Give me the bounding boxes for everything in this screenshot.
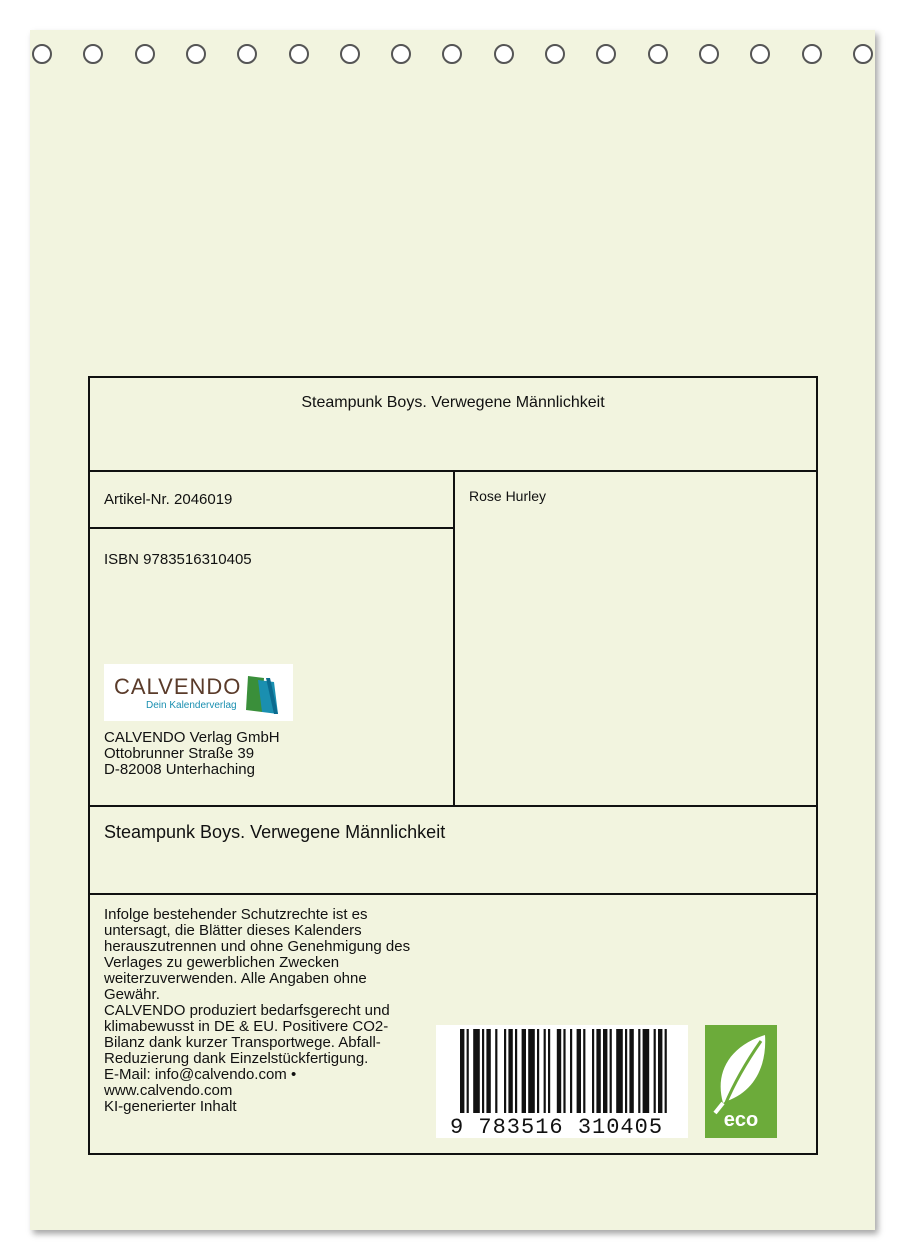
leaf-icon xyxy=(705,1025,777,1115)
eco-label: eco xyxy=(723,1109,759,1131)
binding-ring xyxy=(83,44,103,64)
article-number-cell xyxy=(88,470,455,529)
legal-text: Infolge bestehender Schutzrechte ist es untersagt, die Blätter dieses Kalenders herauszutrennen und ohne Genehmigung des Verlages zu gewerblichen Zwecken weiterzuverwenden. Alle Angaben ohne Gewähr. CALVENDO produziert bedarfsgerecht und klimabewusst in DE & EU. Positivere CO2- Bilanz dank kurzer Transportwege. Abfall- Reduzierung dank Einzelstückfertigung. E-Mail: info@calvendo.com • www.calvendo.com KI-generierter Inhalt xyxy=(104,906,411,1115)
subtitle-box xyxy=(88,805,818,895)
barcode-bar xyxy=(577,1029,581,1113)
barcode-bar xyxy=(504,1029,506,1113)
spiral-binding xyxy=(30,44,875,74)
barcode-bar xyxy=(654,1029,656,1113)
barcode-bar xyxy=(495,1029,497,1113)
barcode-bar xyxy=(537,1029,539,1113)
barcode-bar xyxy=(522,1029,526,1113)
title-box xyxy=(88,376,818,472)
barcode-bar xyxy=(596,1029,600,1113)
barcode-bar xyxy=(629,1029,633,1113)
author-cell xyxy=(453,470,818,807)
binding-ring xyxy=(237,44,257,64)
barcode-bar xyxy=(467,1029,469,1113)
barcode-bar xyxy=(603,1029,607,1113)
box-title: Steampunk Boys. Verwegene Männlichkeit xyxy=(301,394,605,411)
barcode-bar xyxy=(473,1029,480,1113)
binding-ring xyxy=(853,44,873,64)
logo-name: CALVENDO xyxy=(114,674,242,699)
barcode-bar xyxy=(508,1029,512,1113)
barcode-bar xyxy=(544,1029,546,1113)
barcode-bar xyxy=(515,1029,517,1113)
logo-tagline: Dein Kalenderverlag xyxy=(146,700,237,711)
barcode-bar xyxy=(563,1029,565,1113)
barcode-bar xyxy=(658,1029,662,1113)
barcode-bar xyxy=(482,1029,484,1113)
binding-ring xyxy=(442,44,462,64)
binding-ring xyxy=(340,44,360,64)
eco-badge xyxy=(705,1025,777,1138)
barcode-bar xyxy=(548,1029,550,1113)
barcode-number: 9 783516 310405 xyxy=(450,1115,664,1140)
binding-ring xyxy=(135,44,155,64)
binding-ring xyxy=(494,44,514,64)
barcode-bar xyxy=(570,1029,572,1113)
calendar-back-page xyxy=(30,30,875,1230)
binding-ring xyxy=(750,44,770,64)
logo-mark-icon xyxy=(244,672,284,716)
binding-ring xyxy=(699,44,719,64)
barcode-bar xyxy=(610,1029,612,1113)
barcode-bar xyxy=(528,1029,535,1113)
barcode-bar xyxy=(460,1029,464,1113)
barcode-bar xyxy=(665,1029,667,1113)
subtitle-title: Steampunk Boys. Verwegene Männlichkeit xyxy=(104,822,446,842)
binding-ring xyxy=(648,44,668,64)
publisher-address: CALVENDO Verlag GmbH Ottobrunner Straße 39 D-82008 Unterhaching xyxy=(104,729,280,778)
barcode-bar xyxy=(557,1029,561,1113)
barcode xyxy=(436,1025,688,1138)
binding-ring xyxy=(391,44,411,64)
isbn: ISBN 9783516310405 xyxy=(104,551,252,568)
barcode-bar xyxy=(638,1029,640,1113)
barcode-bar xyxy=(486,1029,490,1113)
barcode-bar xyxy=(616,1029,623,1113)
barcode-bar xyxy=(583,1029,585,1113)
calvendo-logo xyxy=(104,664,293,721)
binding-ring xyxy=(289,44,309,64)
binding-ring xyxy=(186,44,206,64)
binding-ring xyxy=(596,44,616,64)
binding-ring xyxy=(545,44,565,64)
barcode-bars xyxy=(436,1025,688,1117)
binding-ring xyxy=(32,44,52,64)
barcode-bar xyxy=(625,1029,627,1113)
barcode-bar xyxy=(592,1029,594,1113)
binding-ring xyxy=(802,44,822,64)
article-number: Artikel-Nr. 2046019 xyxy=(104,491,233,508)
author-name: Rose Hurley xyxy=(469,488,547,504)
barcode-bar xyxy=(643,1029,650,1113)
